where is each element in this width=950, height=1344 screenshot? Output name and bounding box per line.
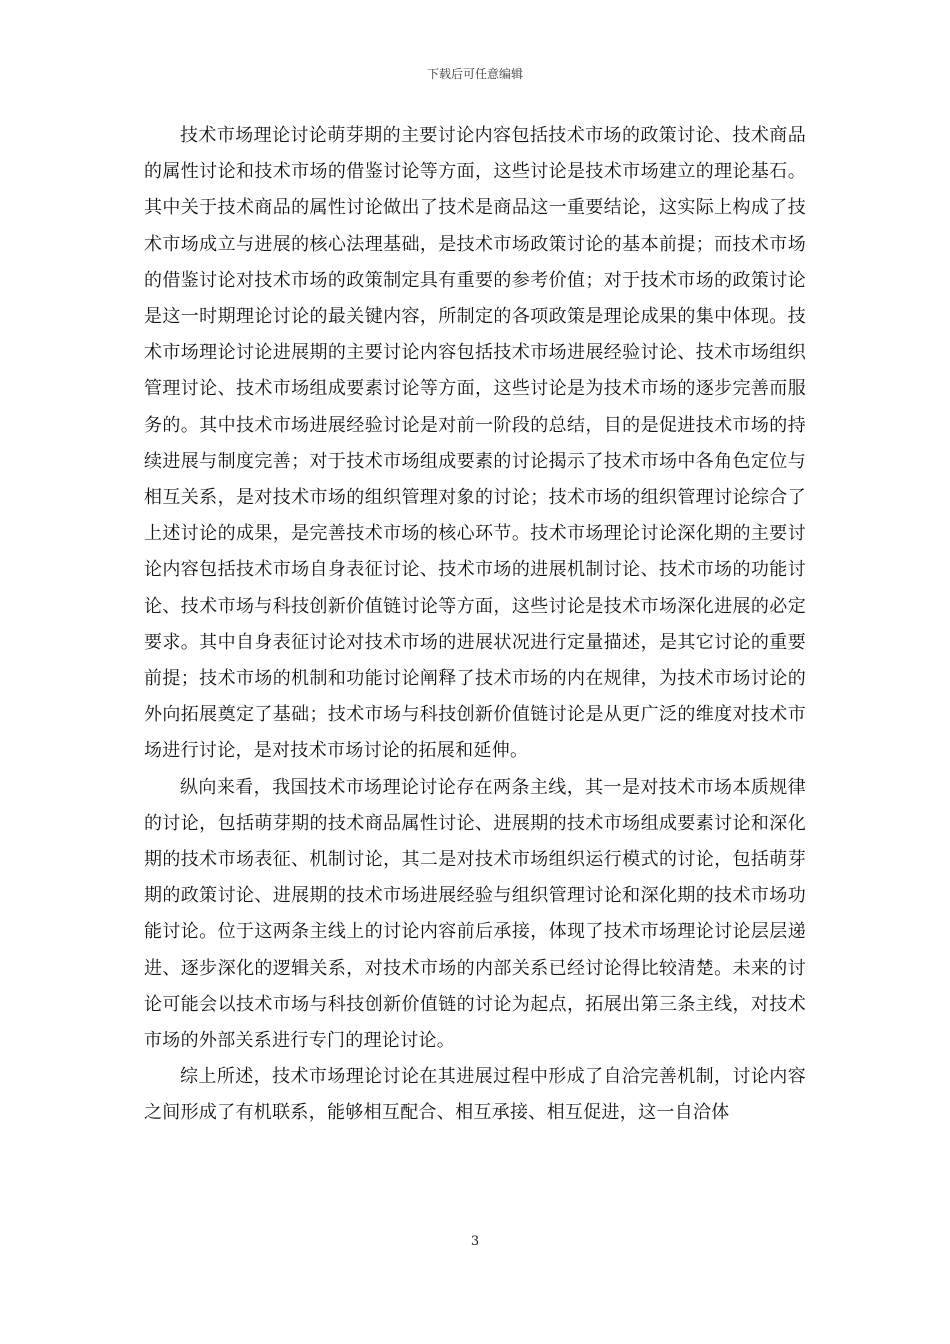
body-paragraph-2: 纵向来看，我国技术市场理论讨论存在两条主线，其一是对技术市场本质规律的讨论，包括萌芽期的技术商品属性讨论、进展期的技术市场组成要素讨论和深化期的技术市场表征、机制讨论，其二是对技术市场组织运行模式的讨论，包括萌芽期的政策讨论、进展期的技术市场进展经验与组织管理讨论和深化期的技术市场功能讨论。位于这两条主线上的讨论内容前后承接，体现了技术市场理论讨论层层递进、逐步深化的逻辑关系，对技术市场的内部关系已经讨论得比较清楚。未来的讨论可能会以技术市场与科技创新价值链的讨论为起点，拓展出第三条主线，对技术市场的外部关系进行专门的理论讨论。 (144, 776, 806, 1052)
body-paragraph-3: 综上所述，技术市场理论讨论在其进展过程中形成了自洽完善机制，讨论内容之间形成了有机联系，能够相互配合、相互承接、相互促进，这一自洽体 (144, 1066, 806, 1124)
page-header: 下载后可任意编辑 (426, 67, 523, 81)
document-body (144, 118, 806, 1132)
body-paragraph-1: 技术市场理论讨论萌芽期的主要讨论内容包括技术市场的政策讨论、技术商品的属性讨论和技术市场的借鉴讨论等方面，这些讨论是技术市场建立的理论基石。其中关于技术商品的属性讨论做出了技术是商品这一重要结论，这实际上构成了技术市场成立与进展的核心法理基础，是技术市场政策讨论的基本前提；而技术市场的借鉴讨论对技术市场的政策制定具有重要的参考价值；对于技术市场的政策讨论是这一时期理论讨论的最关键内容，所制定的各项政策是理论成果的集中体现。技术市场理论讨论进展期的主要讨论内容包括技术市场进展经验讨论、技术市场组织管理讨论、技术市场组成要素讨论等方面，这些讨论是为技术市场的逐步完善而服务的。其中技术市场进展经验讨论是对前一阶段的总结，目的是促进技术市场的持续进展与制度完善；对于技术市场组成要素的讨论揭示了技术市场中各角色定位与相互关系，是对技术市场的组织管理对象的讨论；技术市场的组织管理讨论综合了上述讨论的成果，是完善技术市场的核心环节。技术市场理论讨论深化期的主要讨论内容包括技术市场自身表征讨论、技术市场的进展机制讨论、技术市场的功能讨论、技术市场与科技创新价值链讨论等方面，这些讨论是技术市场深化进展的必定要求。其中自身表征讨论对技术市场的进展状况进行定量描述，是其它讨论的重要前提；技术市场的机制和功能讨论阐释了技术市场的内在规律，为技术市场讨论的外向拓展奠定了基础；技术市场与科技创新价值链讨论是从更广泛的维度对技术市场进行讨论，是对技术市场讨论的拓展和延伸。 (144, 125, 806, 762)
page-number: 3 (470, 1234, 480, 1249)
